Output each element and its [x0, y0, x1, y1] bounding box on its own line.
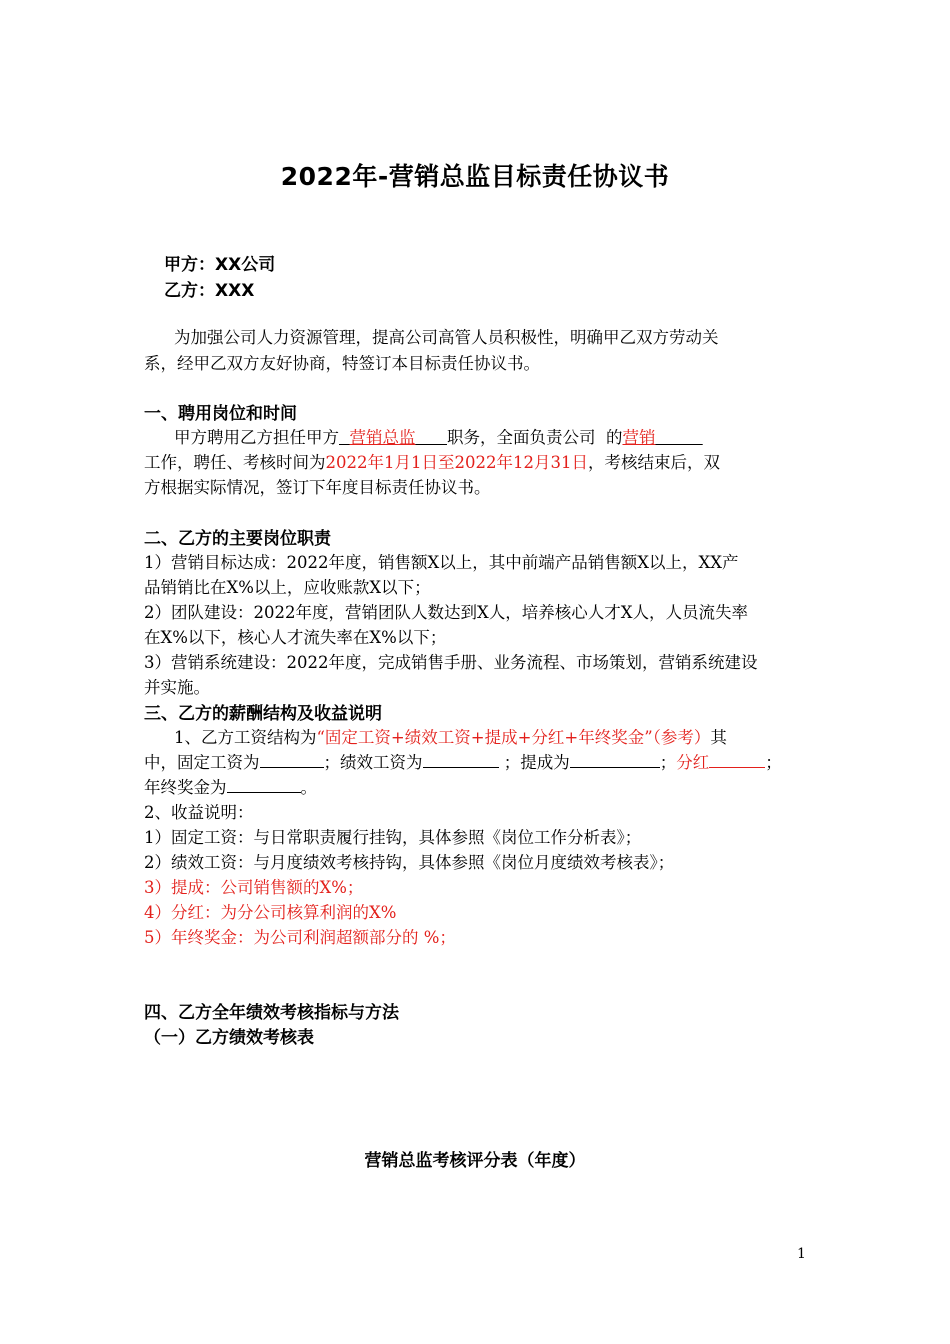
income-line-3: 3）提成：公司销售额的X%；: [144, 878, 364, 897]
section4-heading: 四、乙方全年绩效考核指标与方法: [144, 1003, 399, 1023]
text-run: ；: [765, 753, 782, 772]
text-run: 1、乙方工资结构为: [174, 728, 317, 747]
duty-line-3: 2）团队建设：2022年度，营销团队人数达到X人，培养核心人才X人，人员流失率: [144, 603, 748, 622]
duty-line-2: 品销销比在X%以上，应收账款X以下；: [144, 578, 431, 597]
income-heading: 2、收益说明：: [144, 803, 254, 822]
duty-line-1: 1）营销目标达成：2022年度，销售额X以上，其中前端产品销售额X以上，XX产: [144, 553, 739, 572]
text-run: 。: [300, 778, 317, 797]
section3-heading: 三、乙方的薪酬结构及收益说明: [144, 704, 382, 724]
department-value: 营销: [622, 428, 656, 447]
income-line-5: 5）年终奖金：为公司利润超额部分的 %；: [144, 928, 456, 947]
income-line-2: 2）绩效工资：与月度绩效考核持钩，具体参照《岗位月度绩效考核表》；: [144, 853, 675, 872]
section1-line-2: [144, 449, 720, 473]
text-run: ；绩效工资为: [323, 753, 423, 772]
intro-line-2: 系，经甲乙双方友好协商，特签订本目标责任协议书。: [144, 354, 540, 373]
duty-line-6: 并实施。: [144, 678, 210, 697]
position-value: 营销总监: [349, 428, 416, 447]
text-run: 中，固定工资为: [144, 753, 260, 772]
text-run: 工作，聘任、考核时间为: [144, 453, 326, 472]
fixed-salary-blank[interactable]: [260, 752, 324, 768]
text-run: 的: [605, 428, 623, 447]
salary-line-2: [144, 749, 782, 773]
dividend-label: 分红: [676, 753, 710, 772]
text-run: 甲方聘用乙方担任甲方: [174, 428, 339, 447]
term-dates: 2022年1月1日至2022年12月31日: [325, 453, 588, 472]
dividend-blank[interactable]: [709, 752, 765, 768]
duty-line-4: 在X%以下，核心人才流失率在X%以下；: [144, 628, 447, 647]
text-run: 年终奖金为: [144, 778, 227, 797]
section4-subheading: （一）乙方绩效考核表: [144, 1028, 314, 1048]
document-title: 2022年-营销总监目标责任协议书: [280, 162, 670, 191]
text-run: ；: [659, 753, 677, 772]
bonus-blank[interactable]: [227, 777, 301, 793]
text-run: 其: [710, 728, 727, 747]
income-line-1: 1）固定工资：与日常职责履行挂钩，具体参照《岗位工作分析表》；: [144, 828, 642, 847]
intro-line-1: 为加强公司人力资源管理，提高公司高管人员积极性，明确甲乙双方劳动关: [174, 328, 719, 347]
party-a: 甲方：XX公司: [164, 255, 276, 275]
performance-salary-blank[interactable]: [423, 752, 499, 768]
table-title: 营销总监考核评分表（年度）: [364, 1151, 586, 1171]
text-run: 职务，全面负责公司: [446, 428, 596, 447]
commission-blank[interactable]: [570, 752, 660, 768]
section1-line-1: [174, 424, 703, 448]
page-number: 1: [797, 1246, 806, 1262]
text-run: ，考核结束后，双: [587, 453, 720, 472]
income-line-4: 4）分红：为分公司核算利润的X%: [144, 903, 397, 922]
section1-heading: 一、聘用岗位和时间: [144, 404, 297, 424]
section2-heading: 二、乙方的主要岗位职责: [144, 529, 331, 549]
salary-line-3: [144, 774, 317, 798]
salary-structure: “固定工资+绩效工资+提成+分红+年终奖金”（参考）: [316, 728, 711, 747]
text-run: ；提成为: [503, 753, 570, 772]
section1-line-3: 方根据实际情况，签订下年度目标责任协议书。: [144, 478, 491, 497]
salary-line-1: [174, 724, 727, 748]
party-b: 乙方：XXX: [164, 281, 255, 301]
duty-line-5: 3）营销系统建设：2022年度，完成销售手册、业务流程、市场策划，营销系统建设: [144, 653, 758, 672]
